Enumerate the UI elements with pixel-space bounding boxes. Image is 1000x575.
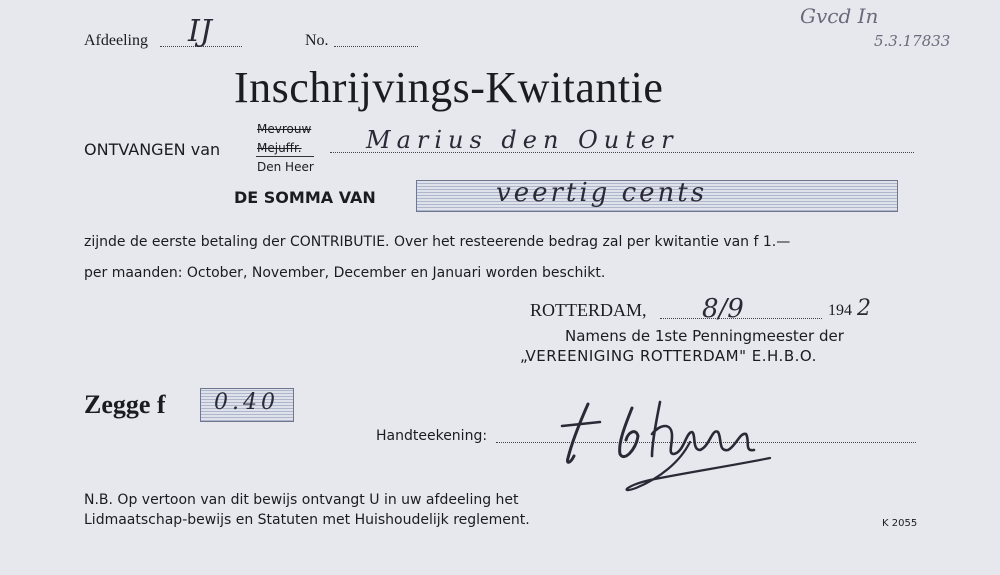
received-label: ONTVANGEN van bbox=[84, 140, 221, 159]
signature-scribble bbox=[540, 392, 790, 502]
received-option-mevrouw: Mevrouw bbox=[257, 122, 312, 136]
sum-value: veertig cents bbox=[496, 178, 708, 208]
body-line2: per maanden: October, November, December en Januari worden beschikt. bbox=[84, 265, 606, 281]
on-behalf-line2: „VEREENIGING ROTTERDAM" E.H.B.O. bbox=[520, 347, 817, 365]
year-prefix: 194 bbox=[828, 302, 852, 319]
received-option-den-heer: Den Heer bbox=[257, 160, 314, 174]
date-handwritten: 8/9 bbox=[702, 294, 744, 324]
zegge-label: Zegge f bbox=[84, 390, 166, 419]
received-name: Marius den Outer bbox=[366, 126, 679, 154]
form-code: K 2055 bbox=[882, 518, 918, 529]
afdeeling-value: IJ bbox=[188, 14, 212, 49]
signature-label: Handteekening: bbox=[376, 428, 488, 444]
sum-label: DE SOMMA VAN bbox=[234, 188, 376, 207]
afdeeling-label: Afdeeling bbox=[84, 32, 148, 49]
archive-note-line1: Gvcd In bbox=[800, 4, 879, 28]
no-label: No. bbox=[305, 32, 329, 49]
no-dotted-line bbox=[334, 46, 418, 47]
year-suffix: 2 bbox=[857, 296, 871, 321]
archive-note-line2: 5.3.17833 bbox=[874, 32, 951, 50]
place-label: ROTTERDAM, bbox=[530, 300, 647, 320]
received-option-divider bbox=[256, 156, 314, 157]
zegge-value: 0.40 bbox=[214, 390, 279, 415]
body-line1: zijnde de eerste betaling der CONTRIBUTIE. Over het resteerende bedrag zal per kwitantie van f 1.— bbox=[84, 234, 791, 250]
footer-nb-line1: N.B. Op vertoon van dit bewijs ontvangt U in uw afdeeling het bbox=[84, 492, 519, 508]
received-option-mejuffr: Mejuffr. bbox=[257, 141, 302, 155]
on-behalf-line1: Namens de 1ste Penningmeester der bbox=[565, 327, 844, 345]
footer-nb-line2: Lidmaatschap-bewijs en Statuten met Huishoudelijk reglement. bbox=[84, 512, 530, 528]
document-title: Inschrijvings-Kwitantie bbox=[234, 63, 664, 112]
